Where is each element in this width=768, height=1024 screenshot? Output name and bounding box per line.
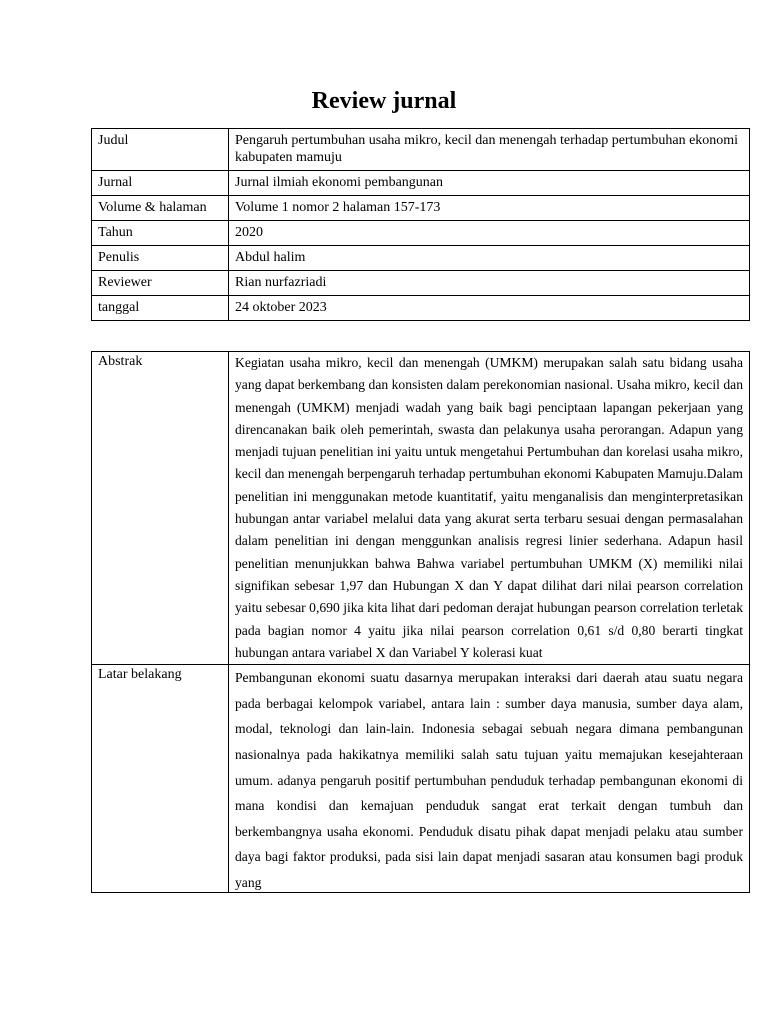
journal-label: Jurnal xyxy=(92,171,229,196)
year-value: 2020 xyxy=(229,221,750,246)
table-row xyxy=(92,246,750,271)
title-value: Pengaruh pertumbuhan usaha mikro, kecil dan menengah terhadap pertumbuhan ekonomi kabupaten mamuju xyxy=(229,129,750,171)
journal-value: Jurnal ilmiah ekonomi pembangunan xyxy=(229,171,750,196)
background-text: Pembangunan ekonomi suatu dasarnya merupakan interaksi dari daerah atau suatu negara pada berbagai kelompok variabel, antara lain : sumber daya manusia, sumber daya alam, modal, teknologi dan lain-lain. Indonesia sebagai sebuah negara dimana pembangunan nasionalnya pada hakikatnya memiliki salah satu tujuan yaitu memajukan kesejahteraan umum. adanya pengaruh positif pertumbuhan penduduk terhadap pembangunan ekonomi di mana kondisi dan kemajuan penduduk sangat erat terkait dengan tumbuh dan berkembangnya usaha ekonomi. Penduduk disatu pihak dapat menjadi pelaku atau sumber daya bagi faktor produksi, pada sisi lain dapat menjadi sasaran atau konsumen bagi produk yang xyxy=(235,670,743,890)
page-title: Review jurnal xyxy=(311,88,457,114)
volume-label: Volume & halaman xyxy=(92,196,229,221)
table-row xyxy=(92,271,750,296)
table-row xyxy=(92,129,750,171)
title-label: Judul xyxy=(92,129,229,171)
background-cell xyxy=(229,665,750,893)
table-row xyxy=(92,296,750,321)
reviewer-label: Reviewer xyxy=(92,271,229,296)
abstract-label: Abstrak xyxy=(92,352,229,665)
date-value: 24 oktober 2023 xyxy=(229,296,750,321)
volume-value: Volume 1 nomor 2 halaman 157-173 xyxy=(229,196,750,221)
background-label: Latar belakang xyxy=(92,665,229,893)
author-label: Penulis xyxy=(92,246,229,271)
table-row xyxy=(92,221,750,246)
year-label: Tahun xyxy=(92,221,229,246)
table-row xyxy=(92,352,750,665)
reviewer-value: Rian nurfazriadi xyxy=(229,271,750,296)
author-value: Abdul halim xyxy=(229,246,750,271)
abstract-text: Kegiatan usaha mikro, kecil dan menengah (UMKM) merupakan salah satu bidang usaha yang dapat berkembang dan konsisten dalam perekonomian nasional. Usaha mikro, kecil dan menengah (UMKM) menjadi wadah yang baik bagi penciptaan lapangan pekerjaan yang direncanakan baik oleh pemerintah, swasta dan pelakunya usaha perorangan. Adapun yang menjadi tujuan penelitian ini yaitu untuk mengetahui Pertumbuhan dan korelasi usaha mikro, kecil dan menengah berpengaruh terhadap pertumbuhan ekonomi Kabupaten Mamuju.Dalam penelitian ini menggunakan metode kuantitatif, yaitu menganalisis dan menginterpretasikan hubungan antar variabel melalui data yang akurat serta terbaru sesuai dengan permasalahan dalam penelitian ini dengan menggunkan analisis regresi linier sederhana. Adapun hasil penelitian menunjukkan bahwa Bahwa variabel pertumbuhan UMKM (X) memiliki nilai signifikan sebesar 1,97 dan Hubungan X dan Y dapat dilihat dari nilai pearson correlation yaitu sebesar 0,690 jika kita lihat dari pedoman derajat hubungan pearson correlation terletak pada bagian nomor 4 yaitu jika nilai pearson correlation 0,61 s/d 0,80 berarti tingkat hubungan antara variabel X dan Variabel Y kolerasi kuat xyxy=(229,352,750,665)
table-row xyxy=(92,196,750,221)
table-row xyxy=(92,171,750,196)
table-row xyxy=(92,665,750,893)
date-label: tanggal xyxy=(92,296,229,321)
journal-info-table xyxy=(91,128,750,321)
review-content-table xyxy=(91,351,750,893)
